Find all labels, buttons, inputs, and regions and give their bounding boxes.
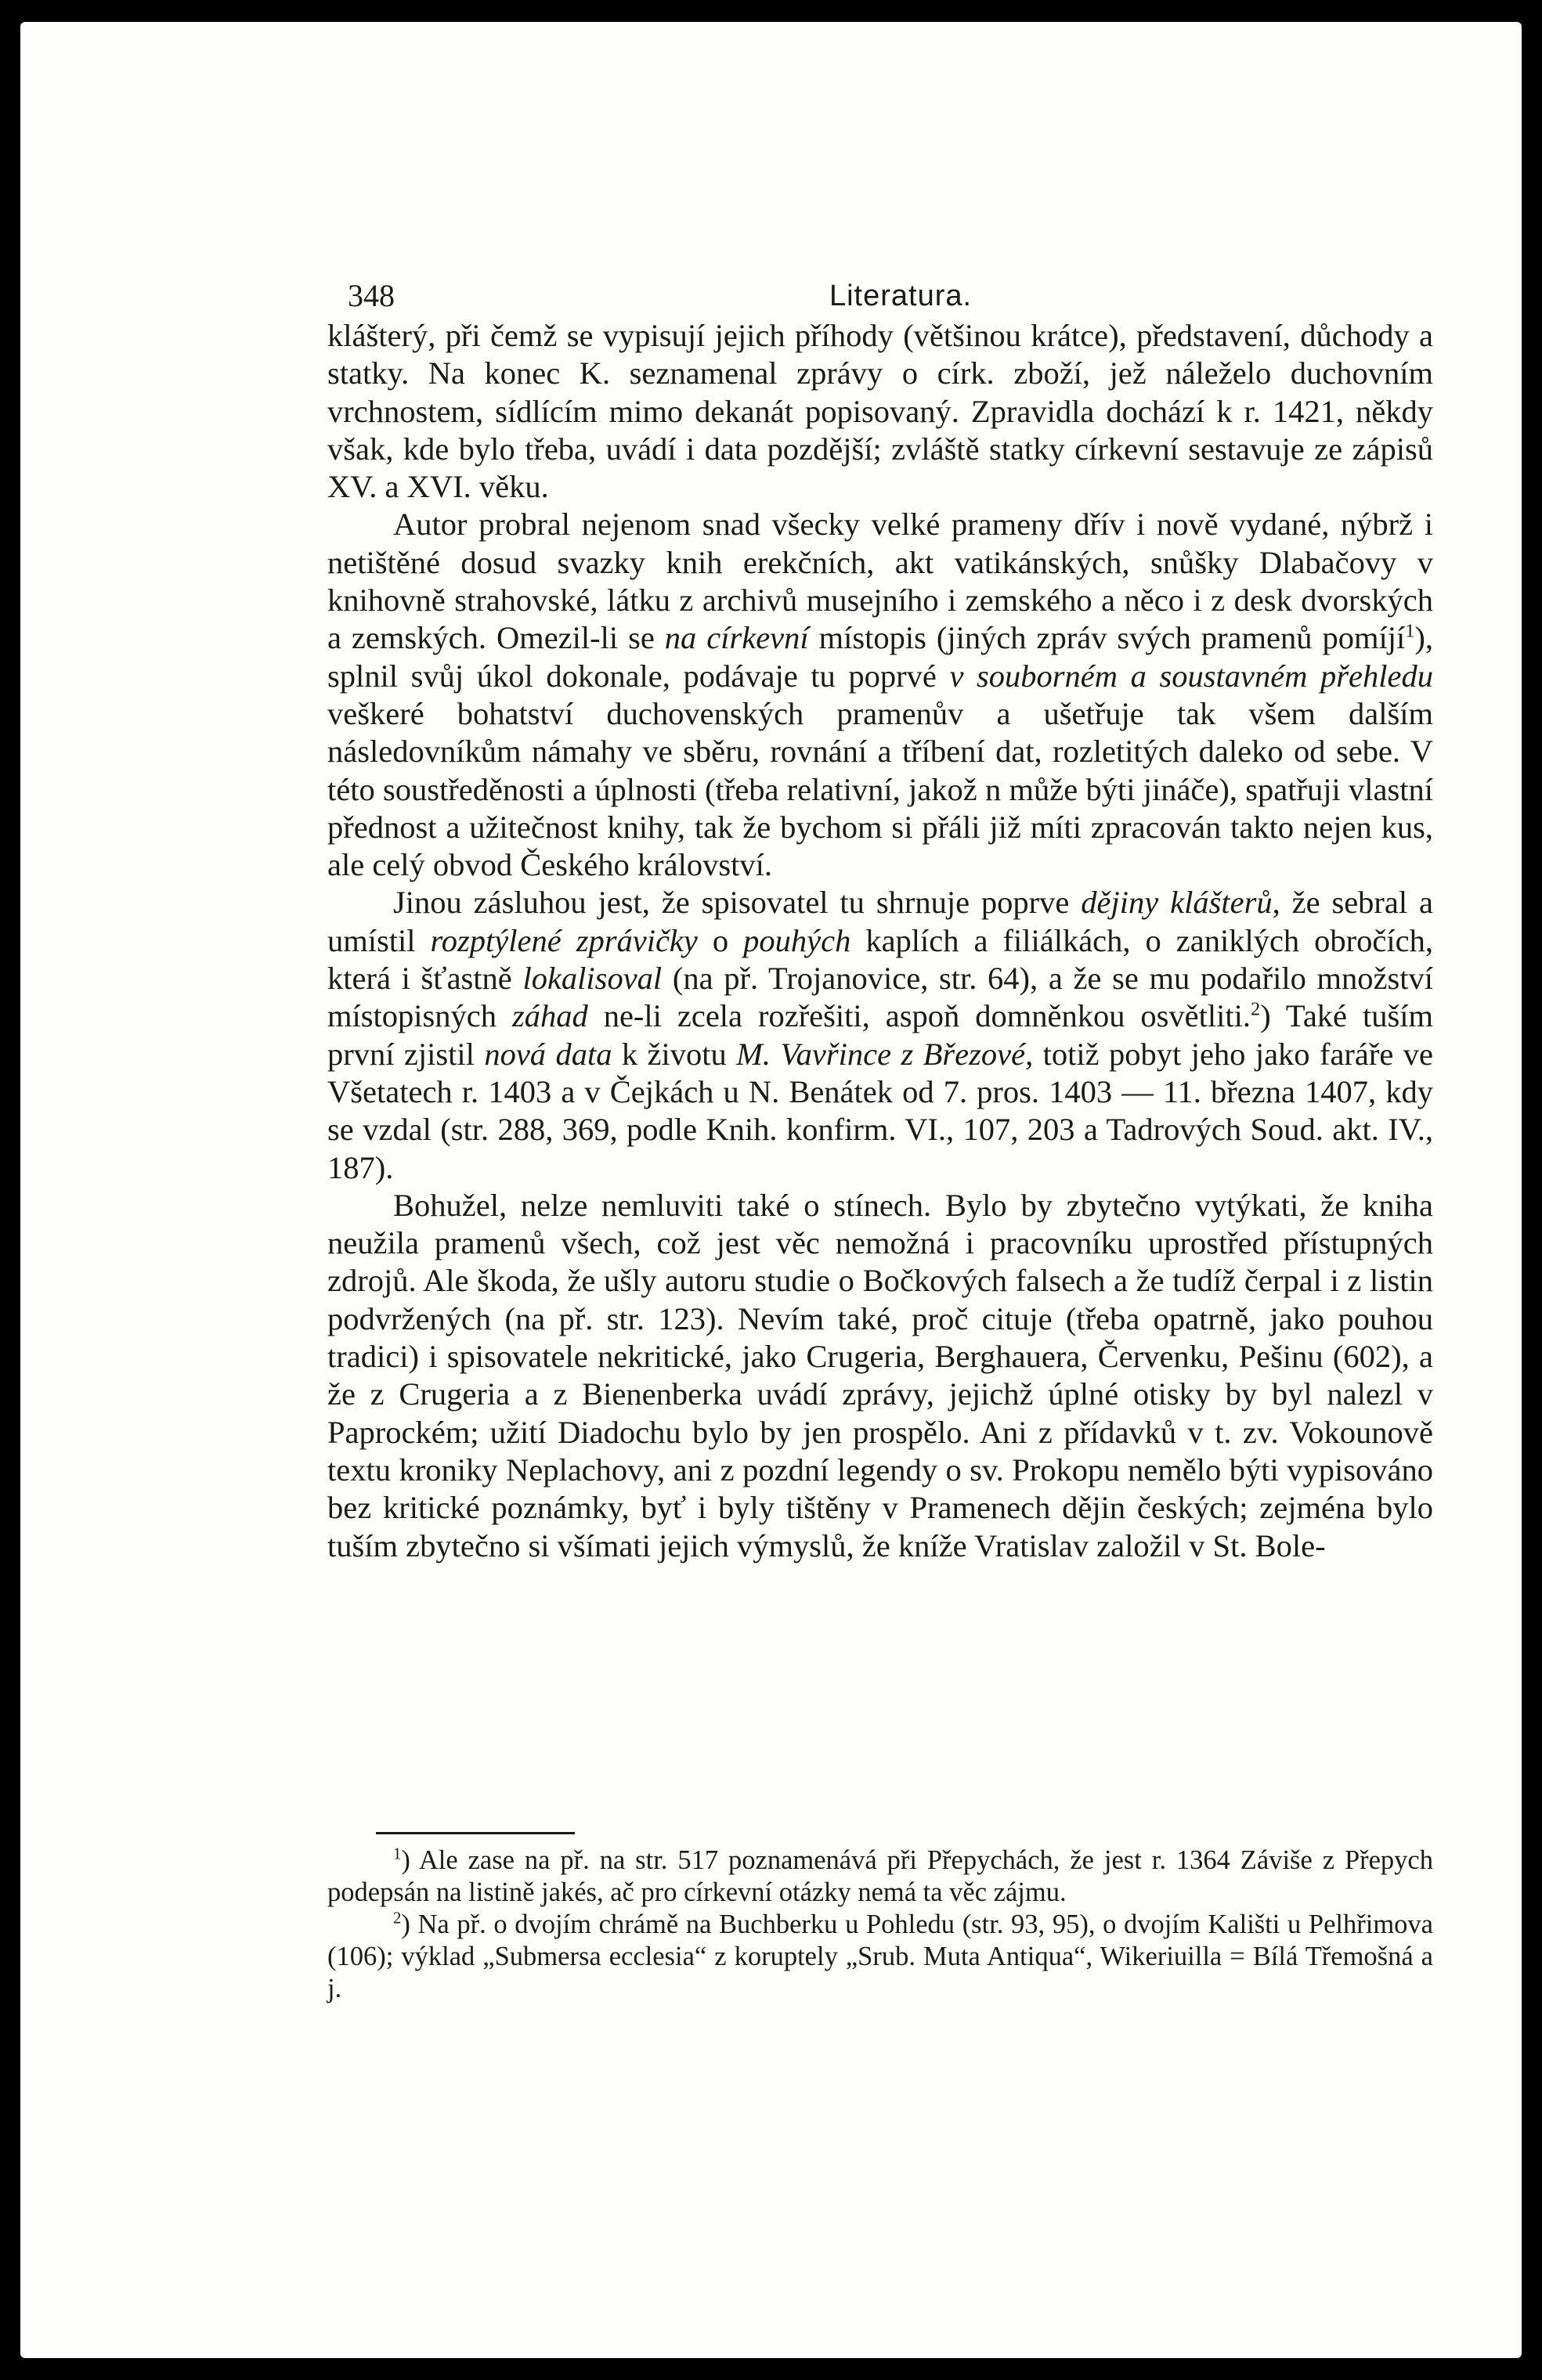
body-text: [327, 317, 1433, 1565]
page-number: 348: [348, 278, 395, 313]
paragraph-1: klášterý, při čemž se vypisují jejich příhody (většinou krátce), představení, důchody a statky. Na konec K. seznamenal zprávy o círk. zboží, jež náleželo duchovním vrchnostem, sídlícím mimo dekanát popisovaný. Zpravidla dochází k r. 1421, někdy však, kde bylo třeba, uvádí i data pozdější; zvláště statky církevní sestavuje ze zápisů XV. a XVI. věku.: [327, 318, 1433, 505]
page-header: [348, 272, 1454, 319]
footnote-2: $^2$) Na př. o dvojím chrámě na Buchberku u Pohledu (str. 93, 95), o dvojím Kališti u Pelhřimova (106); výklad „Submersa ecclesia“ z koruptely „Srub. Muta Antiqua“, Wikeriuilla = Bílá Třemošná a j.: [327, 1909, 1433, 2003]
paragraph-4: Bohužel, nelze nemluviti také o stínech. Bylo by zbytečno vytýkati, že kniha neužila pramenů všech, což jest věc nemožná i pracovníku uprostřed přístupných zdrojů. Ale škoda, že ušly autoru studie o Bočkových falsech a že tudíž čerpal i z listin podvržených (na př. str. 123). Nevím také, proč cituje (třeba opatrně, jako pouhou tradici) i spisovatele nekritické, jako Crugeria, Berghauera, Červenku, Pešinu (602), a že z Crugeria a z Bienenberka uvádí zprávy, jejichž úplné otisky by byl nalezl v Paprockém; užití Diadochu bylo by jen prospělo. Ani z přídavků v t. zv. Vokounově textu kroniky Neplachovy, ani z pozdní legendy o sv. Prokopu nemělo býti vypisováno bez kritické poznámky, byť i byly tištěny v Pramenech dějin českých; zejména bylo tuším zbytečno si všímati jejich výmyslů, že kníže Vratislav založil v St. Bole-: [327, 1187, 1433, 1563]
paragraph-3: Jinou zásluhou jest, že spisovatel tu shrnuje poprve dějiny klášterů, že sebral a umístil rozptýlené zprávičky o pouhých kaplích a filiálkách, o zaniklých obročích, která i šťastně lokalisoval (na př. Trojanovice, str. 64), a že se mu podařilo množství místopisných záhad ne-li zcela rozřešiti, aspoň domněnkou osvětliti.$^2$) Také tuším první zjistil nová data k životu M. Vavřince z Březové, totiž pobyt jeho jako faráře ve Všetatech r. 1403 a v Čejkách u N. Benátek od 7. pros. 1403 — 11. března 1407, kdy se vzdal (str. 288, 369, podle Knih. konfirm. VI., 107, 203 a Tadrových Soud. akt. IV., 187).: [327, 885, 1434, 1185]
footnote-ref-1: 1: [1405, 620, 1415, 642]
paragraph-2: Autor probral nejenom snad všecky velké prameny dřív i nově vydané, nýbrž i netištěné dosud svazky knih erekčních, akt vatikánských, snůšky Dlabačovy v knihovně strahovské, látku z archivů musejního i zemského a něco i z desk dvorských a zemských. Omezil-li se na církevní místopis (jiných zpráv svých pramenů pomíjí$^1$), splnil svůj úkol dokonale, podávaje tu poprvé v souborném a soustavném přehledu veškeré bohatství duchovenských pramenův a ušetřuje tak všem dalším následovníkům námahy ve sběru, rovnání a tříbení dat, rozletitých daleko od sebe. V této soustředěnosti a úplnosti (třeba relativní, jakož n může býti jináče), spatřuji vlastní přednost a užitečnost knihy, tak že bychom si přáli již míti zpracován takto nejen kus, ale celý obvod Českého království.: [327, 507, 1434, 883]
running-title: Literatura.: [829, 279, 973, 312]
footnote-mark: 2: [393, 1909, 402, 1927]
footnotes: [327, 1844, 1433, 2005]
footnote-ref-2: 2: [1251, 998, 1261, 1020]
footnote-mark: 1: [393, 1845, 402, 1863]
footnote-1: $^1$) Ale zase na př. na str. 517 poznamenává při Přepychách, že jest r. 1364 Záviše z Přepych podepsán na listině jakés, ač pro církevní otázky nemá ta věc zájmu.: [327, 1845, 1433, 1907]
footnote-divider: [376, 1832, 575, 1834]
